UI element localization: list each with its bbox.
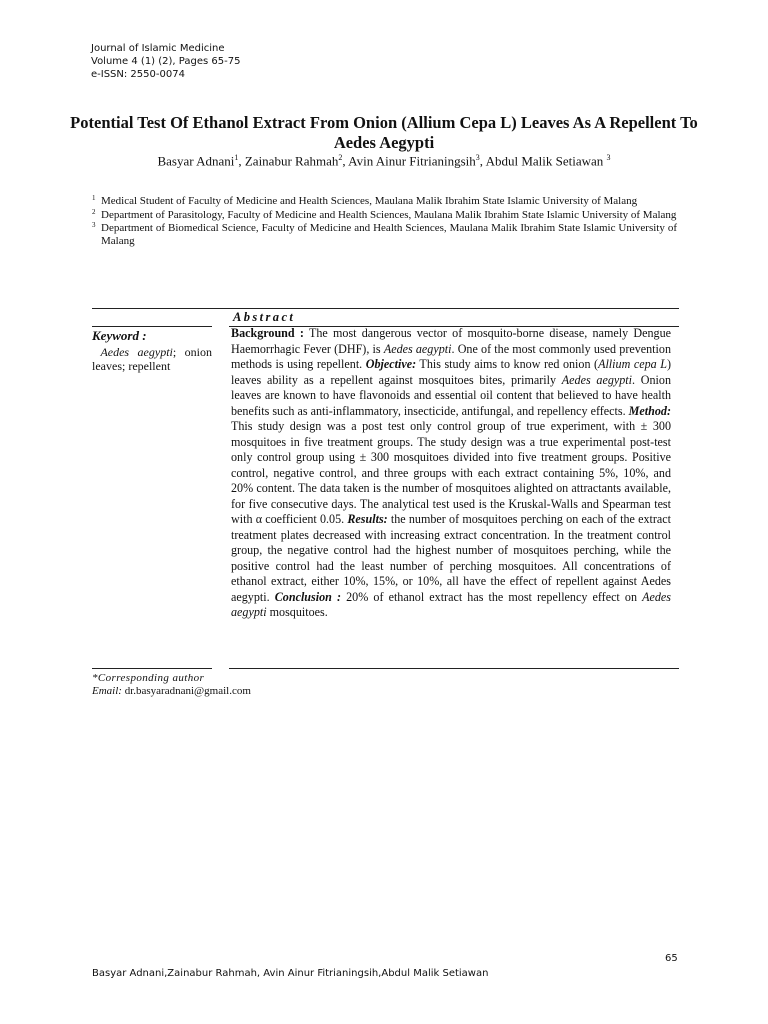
keywords-label: Keyword :: [92, 328, 147, 343]
author-sup: 3: [475, 153, 480, 162]
footer-authors: Basyar Adnani,Zainabur Rahmah, Avin Ainur Fitrianingsih,Abdul Malik Setiawan: [92, 968, 489, 979]
abstract-text: the number of mosquitoes perching on each of the extract treatment plates decreased with increasing extract concentration. In the treatment control group, the negative control had the highest number of mosquitoes perching, while the positive control had the least number of perching mosquitoes. All concentrations of ethanol extract, either 10%, 15%, or 10%, all have the effect of repellent against Aedes aegypti.: [231, 512, 671, 604]
author-name: Avin Ainur Fitrianingsih: [348, 153, 476, 169]
affiliation-text: Department of Parasitology, Faculty of Medicine and Health Sciences, Maulana Malik Ibrahim State Islamic University of Malang: [101, 208, 677, 221]
journal-header: [91, 42, 240, 81]
email-label: Email:: [92, 685, 122, 697]
top-divider: [92, 308, 679, 309]
keyword-divider: [92, 326, 212, 327]
paper-title: Potential Test Of Ethanol Extract From Onion (Allium Cepa L) Leaves As A Repellent To Aedes Aegypti: [70, 113, 698, 152]
bottom-divider-left: [92, 668, 212, 669]
author-sup: 2: [338, 153, 343, 162]
journal-issn: e-ISSN: 2550-0074: [91, 69, 185, 80]
corresponding-label: *Corresponding author: [92, 672, 205, 684]
author-name: Abdul Malik Setiawan: [485, 153, 604, 169]
abstract-text: The most dangerous vector of mosquito-borne disease, namely Dengue Haemorrhagic Fever (DHF), is: [231, 326, 671, 356]
affiliation-item: [92, 222, 677, 247]
affiliation-item: [92, 209, 677, 222]
email-link[interactable]: dr.basyaradnani@gmail.com: [121, 685, 251, 697]
method-label: Method:: [628, 403, 671, 418]
abstract-text: ) leaves ability as a repellent against mosquitoes bites, primarily: [231, 357, 671, 387]
affiliation-number: 2: [92, 207, 96, 216]
keyword-item: repellent: [128, 359, 171, 373]
results-label: Results:: [347, 512, 388, 526]
affiliation-number: 1: [92, 194, 96, 202]
keyword-item: onion leaves: [92, 345, 213, 373]
abstract-text: . One of the most commonly used prevention methods is using repellent.: [231, 341, 671, 371]
objective-label: Objective:: [365, 357, 417, 371]
journal-name: Journal of Islamic Medicine: [91, 43, 225, 54]
species-name: Allium cepa L: [598, 357, 667, 371]
abstract-text: 20% of ethanol extract has the most repellency effect on: [341, 589, 643, 604]
abstract-text: . Onion leaves are known to have flavonoids and essential oil content that believed to have health benefits such as anti-inflammatory, insecticide, antifungal, and repellency effects.: [231, 372, 672, 418]
abstract-body: [231, 326, 671, 621]
background-label: Background :: [231, 326, 304, 340]
author-name: Zainabur Rahmah: [244, 153, 339, 169]
affiliation-text: Medical Student of Faculty of Medicine and Health Sciences, Maulana Malik Ibrahim State Islamic University of Malang: [101, 195, 638, 207]
journal-volume: Volume 4 (1) (2), Pages 65-75: [91, 56, 241, 67]
page-number: 65: [665, 953, 678, 964]
keyword-separator: ;: [172, 345, 177, 359]
affiliation-text: Department of Biomedical Science, Faculty of Medicine and Health Sciences, Maulana Malik Ibrahim State Islamic University of Malang: [101, 222, 677, 247]
species-name: Aedes aegypti: [561, 372, 632, 387]
species-name: Aedes aegypti: [231, 589, 671, 619]
keywords-block: [92, 329, 212, 373]
author-list: Basyar Adnani$^1$, Zainabur Rahmah$^2$, Avin Ainur Fitrianingsih$^3$, Abdul Malik Setiawan $^3$: [157, 153, 611, 169]
affiliations: [92, 195, 677, 248]
affiliation-number: 3: [92, 221, 96, 229]
bottom-divider-right: [229, 668, 679, 669]
author-sup: 1: [234, 153, 239, 162]
abstract-text: This study aims to know red onion (: [416, 357, 599, 371]
conclusion-label: Conclusion :: [274, 589, 342, 604]
keyword-separator: ;: [121, 359, 126, 373]
affiliation-item: [92, 195, 677, 208]
author-name: Basyar Adnani: [157, 153, 235, 169]
keyword-item: Aedes aegypti: [100, 345, 173, 359]
keywords-list: [92, 345, 212, 373]
abstract-text: This study design was a post test only control group of true experiment, with ± 300 mosquitoes in five treatment groups. The study design was a true experimental post-test only control group using ± 300 mosquitoes divided into five treatment groups. Positive control, negative control, and three groups with each extract containing 5%, 10%, and 20% content. The data taken is the number of mosquitoes alighted on attractants available, for five consecutive days. The analytical test used is the Kruskal-Walls and Spearman test with α coefficient 0.05.: [231, 419, 671, 526]
author-sup: 3: [606, 153, 611, 162]
abstract-text: mosquitoes.: [266, 605, 328, 619]
abstract-heading: Abstract: [233, 310, 296, 324]
corresponding-author: [92, 672, 251, 698]
species-name: Aedes aegypti: [383, 341, 452, 356]
